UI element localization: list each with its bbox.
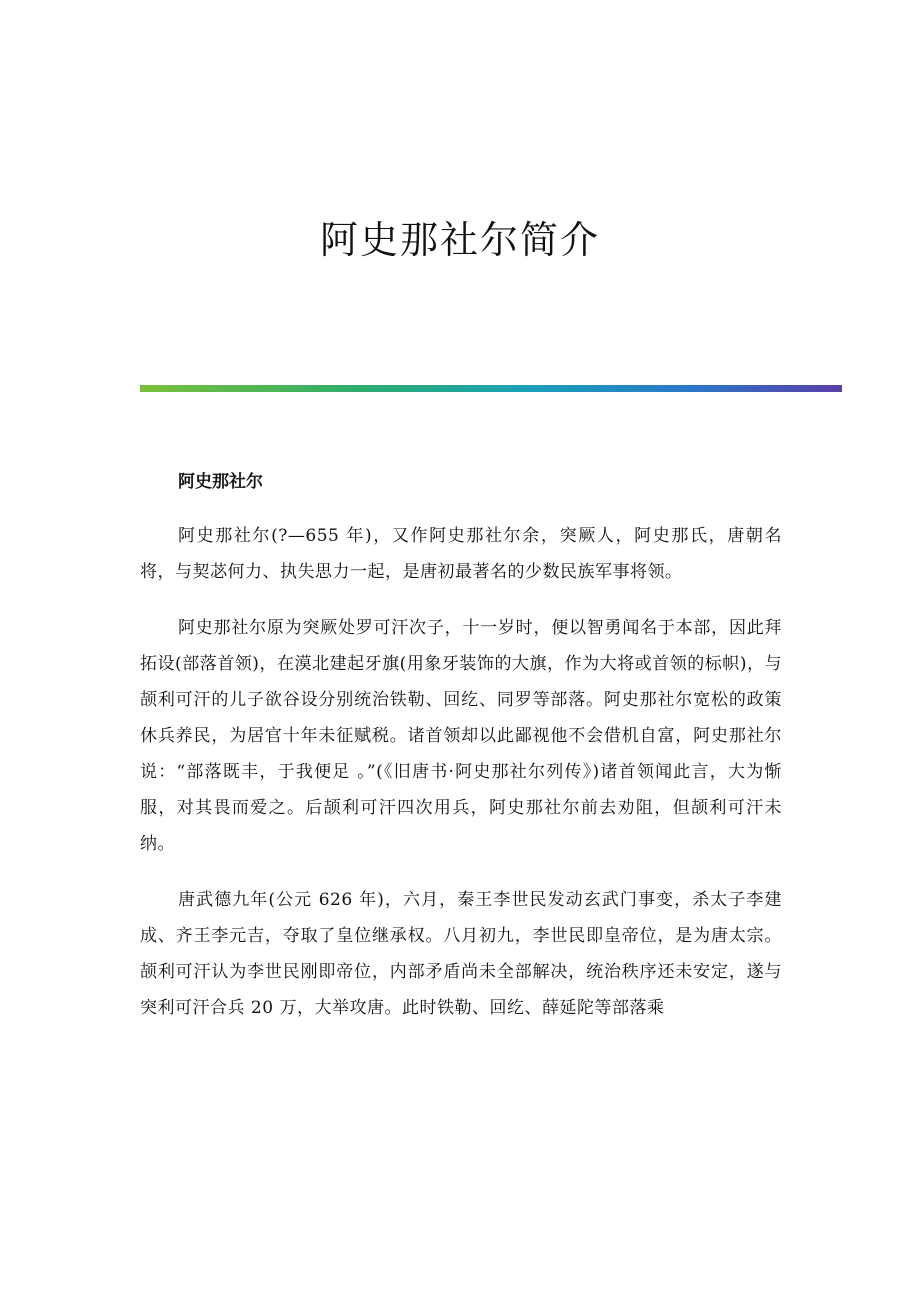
title-divider [140, 385, 842, 392]
paragraph-1: 阿史那社尔(?—655 年)，又作阿史那社尔余，突厥人，阿史那氏，唐朝名将，与契苾何力、执失思力一起，是唐初最著名的少数民族军事将领。 [140, 526, 782, 582]
paragraph-2: 阿史那社尔原为突厥处罗可汗次子，十一岁时，便以智勇闻名于本部，因此拜拓设(部落首领)，在漠北建起牙旗(用象牙装饰的大旗，作为大将或首领的标帜)，与颉利可汗的儿子欲谷设分别统治铁勒、回纥、同罗等部落。阿史那社尔宽松的政策休兵养民，为居官十年未征赋税。诸首领却以此鄙视他不会借机自富，阿史那社尔说：“部落既丰，于我便足 。”(《旧唐书·阿史那社尔列传》)诸首领闻此言，大为惭服，对其畏而爱之。后颉利可汗四次用兵，阿史那社尔前去劝阻，但颉利可汗未纳。 [140, 618, 782, 854]
document-title: 阿史那社尔简介 [319, 218, 600, 262]
document-body [140, 466, 782, 1046]
paragraph-3: 唐武德九年(公元 626 年)，六月，秦王李世民发动玄武门事变，杀太子李建成、齐王李元吉，夺取了皇位继承权。八月初九，李世民即皇帝位，是为唐太宗。颉利可汗认为李世民刚即帝位，内部矛盾尚未全部解决，统治秩序还未安定，遂与突利可汗合兵 20 万，大举攻唐。此时铁勒、回纥、薛延陀等部落乘 [140, 890, 782, 1018]
section-heading: 阿史那社尔 [178, 472, 263, 492]
